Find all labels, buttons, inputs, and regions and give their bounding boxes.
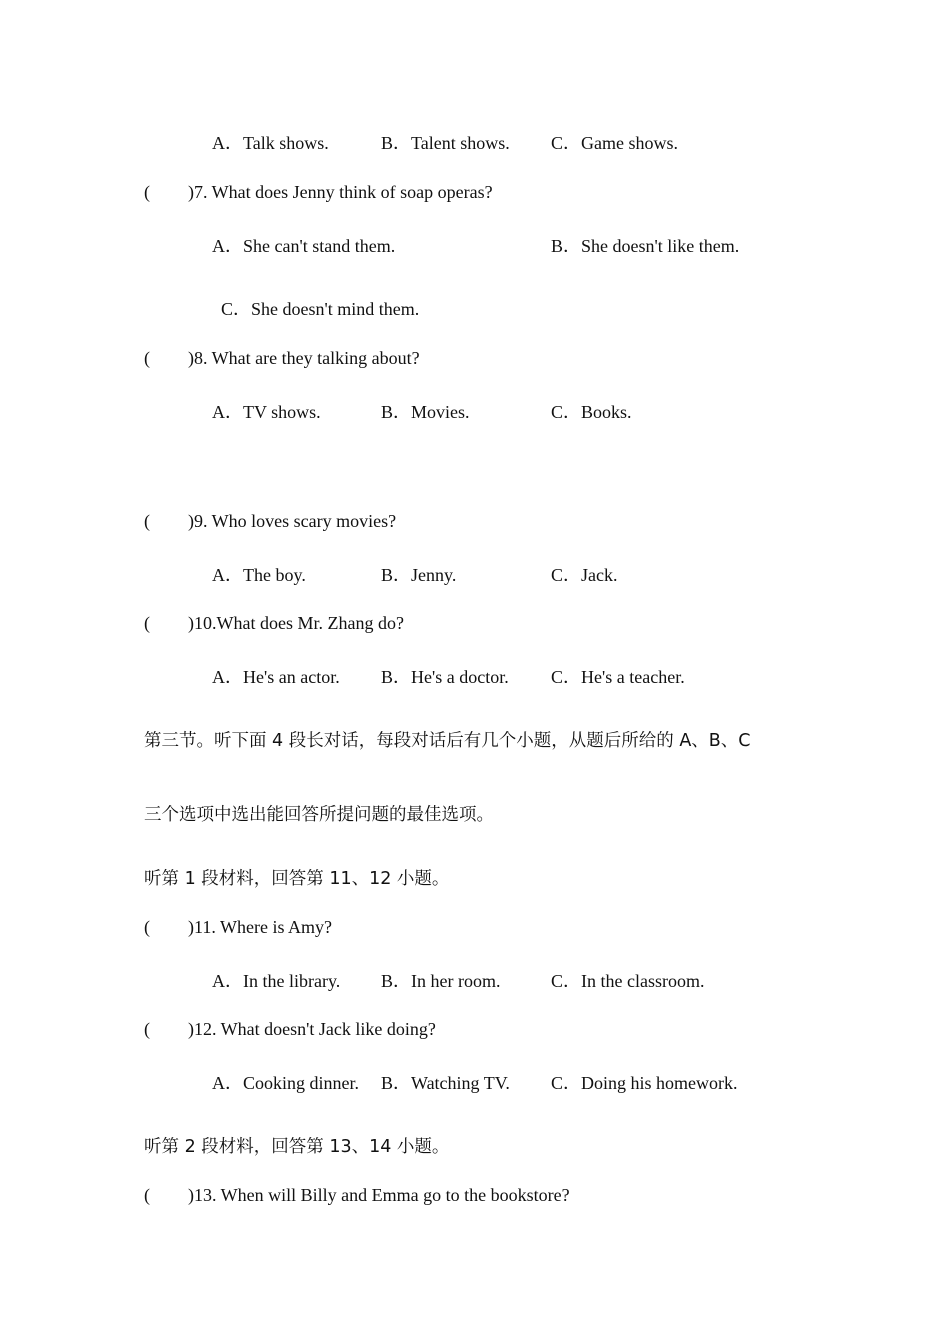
option-b: B．She doesn't like them. <box>551 236 740 256</box>
passage-instruction: 听第 1 段材料，回答第 11、12 小题。 <box>144 869 450 889</box>
option-a: A．She can't stand them. <box>212 236 396 256</box>
section-heading-line-2: 三个选项中选出能回答所提问题的最佳选项。 <box>144 805 494 825</box>
option-b: B．He's a doctor. <box>381 667 509 687</box>
option-a: A．In the library. <box>212 971 341 991</box>
option-b: B．Watching TV. <box>381 1073 510 1093</box>
question-10: ( )10.What does Mr. Zhang do? <box>144 613 404 633</box>
option-a: A．The boy. <box>212 565 306 585</box>
section-heading-line-1: 第三节。听下面 4 段长对话，每段对话后有几个小题，从题后所给的 A、B、C <box>144 731 751 751</box>
option-c: C．Game shows. <box>551 133 679 153</box>
option-c: C．Books. <box>551 402 632 422</box>
option-c: C．Doing his homework. <box>551 1073 738 1093</box>
option-b: B．Talent shows. <box>381 133 510 153</box>
option-c: C．He's a teacher. <box>551 667 685 687</box>
option-b: B．Jenny. <box>381 565 457 585</box>
passage-instruction: 听第 2 段材料，回答第 13、14 小题。 <box>144 1137 450 1157</box>
question-7: ( )7. What does Jenny think of soap operas? <box>144 182 493 202</box>
option-c: C．She doesn't mind them. <box>221 299 420 319</box>
question-13: ( )13. When will Billy and Emma go to the bookstore? <box>144 1185 570 1205</box>
option-a: A．Talk shows. <box>212 133 329 153</box>
question-8: ( )8. What are they talking about? <box>144 348 420 368</box>
option-a: A．TV shows. <box>212 402 321 422</box>
option-b: B．Movies. <box>381 402 470 422</box>
option-c: C．In the classroom. <box>551 971 705 991</box>
question-12: ( )12. What doesn't Jack like doing? <box>144 1019 436 1039</box>
option-a: A．Cooking dinner. <box>212 1073 359 1093</box>
question-9: ( )9. Who loves scary movies? <box>144 511 397 531</box>
option-c: C．Jack. <box>551 565 618 585</box>
option-b: B．In her room. <box>381 971 501 991</box>
option-a: A．He's an actor. <box>212 667 340 687</box>
question-11: ( )11. Where is Amy? <box>144 917 332 937</box>
